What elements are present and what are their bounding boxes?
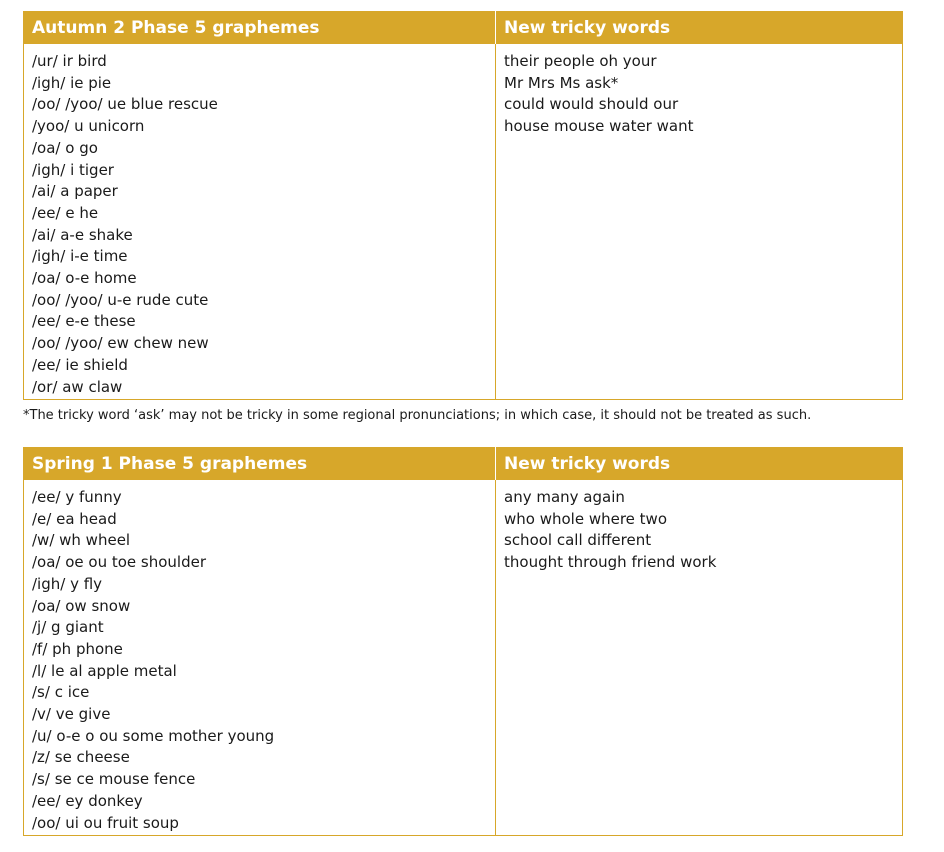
grapheme-line: /igh/ i-e time: [32, 247, 128, 266]
grapheme-line: /ai/ a-e shake: [32, 225, 133, 244]
tricky-words-line: thought through friend work: [504, 553, 717, 572]
autumn-table: [23, 11, 903, 400]
autumn-graphemes-header: Autumn 2 Phase 5 graphemes: [24, 12, 496, 45]
tricky-words-line: Mr Mrs Ms ask*: [504, 73, 619, 92]
spring-header-row: [24, 448, 903, 481]
footnote: *The tricky word ‘ask’ may not be tricky in some regional pronunciations; in which case, it should not be treated as such.: [23, 408, 812, 423]
grapheme-line: /oa/ ow snow: [32, 596, 131, 615]
grapheme-line: /ee/ y funny: [32, 488, 122, 506]
autumn-tricky-words-header: New tricky words: [496, 12, 903, 45]
grapheme-line: /or/ aw claw: [32, 377, 123, 396]
grapheme-line: /igh/ i tiger: [32, 160, 114, 179]
grapheme-line: /u/ o-e o ou some mother young: [32, 726, 275, 745]
grapheme-line: /oo/ /yoo/ ew chew new: [32, 334, 209, 353]
grapheme-line: /s/ se ce mouse fence: [32, 770, 196, 789]
grapheme-line: /z/ se cheese: [32, 748, 130, 767]
grapheme-line: /ee/ ie shield: [32, 355, 128, 374]
tricky-words-line: their people oh your: [504, 52, 657, 70]
autumn-body-row: [24, 44, 903, 400]
grapheme-line: /ai/ a paper: [32, 182, 118, 201]
tricky-words-line: could would should our: [504, 95, 679, 114]
grapheme-line: /ur/ ir bird: [32, 52, 107, 70]
grapheme-line: /oa/ oe ou toe shoulder: [32, 553, 207, 572]
grapheme-line: /f/ ph phone: [32, 639, 123, 658]
tricky-words-line: school call different: [504, 531, 652, 550]
grapheme-line: /s/ c ice: [32, 683, 90, 702]
grapheme-line: /ee/ e-e these: [32, 312, 136, 331]
spring-graphemes-cell: [24, 480, 496, 836]
grapheme-line: /e/ ea head: [32, 509, 117, 528]
grapheme-line: /yoo/ u unicorn: [32, 117, 145, 136]
grapheme-line: /oo/ /yoo/ u-e rude cute: [32, 290, 209, 309]
tricky-words-line: any many again: [504, 488, 625, 506]
grapheme-line: /j/ g giant: [32, 618, 104, 637]
spring-body-row: [24, 480, 903, 836]
grapheme-line: /oa/ o-e home: [32, 269, 137, 288]
spring-tricky-words-cell: [496, 480, 903, 836]
autumn-tricky-words-cell: [496, 44, 903, 400]
autumn-header-row: [24, 12, 903, 45]
grapheme-line: /w/ wh wheel: [32, 531, 131, 550]
grapheme-line: /oo/ ui ou fruit soup: [32, 813, 179, 832]
tricky-words-line: who whole where two: [504, 509, 668, 528]
spring-graphemes-header: Spring 1 Phase 5 graphemes: [24, 448, 496, 481]
spring-tricky-words-header: New tricky words: [496, 448, 903, 481]
autumn-graphemes-cell: [24, 44, 496, 400]
spring-table: [23, 447, 903, 836]
grapheme-line: /l/ le al apple metal: [32, 661, 177, 680]
grapheme-line: /oo/ /yoo/ ue blue rescue: [32, 95, 218, 114]
grapheme-line: /v/ ve give: [32, 705, 111, 724]
tricky-words-line: house mouse water want: [504, 117, 694, 136]
grapheme-line: /oa/ o go: [32, 138, 98, 157]
grapheme-line: /ee/ ey donkey: [32, 791, 143, 810]
grapheme-line: /ee/ e he: [32, 203, 99, 222]
grapheme-line: /igh/ y fly: [32, 574, 103, 593]
grapheme-line: /igh/ ie pie: [32, 73, 112, 92]
